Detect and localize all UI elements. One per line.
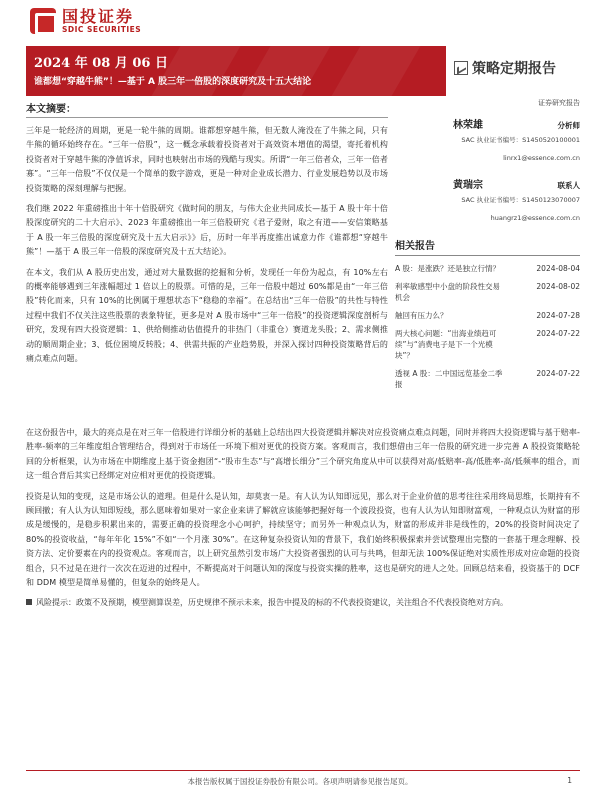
related-report-item[interactable] (395, 310, 580, 321)
related-report-item[interactable] (395, 281, 580, 303)
related-report-date: 2024-08-02 (536, 282, 580, 291)
logo-mark-icon (30, 8, 56, 34)
related-report-date: 2024-07-22 (536, 369, 580, 378)
analyst-role: 分析师 (557, 121, 580, 130)
related-report-item[interactable] (395, 263, 580, 274)
body-paragraph: 在这份报告中，最大的亮点是在对三年一倍股进行详细分析的基础上总结出四大投资逻辑并解决对应投资痛点难点问题，同时并将四大投资逻辑与基于赔率-胜率-频率的三年维度组合管理结合，得到对于市场任一环境下相对更优的投资方案。客观而言，我们想借由三年一倍股的研究进一步完善 A 股投资策略轮回的分析框架，认为市场在中期维度上基于资金抱团“-“股市生态”与“高增长细分”三个研究角度从中可以获得对高/低赔率-高/低胜率-高/低频率的组合，而这一组合背后其实已经绑定对应相对更优的投资逻辑。 (26, 428, 580, 481)
abstract-heading: 本文摘要： (26, 100, 388, 118)
report-date: 2024 年 08 月 06 日 (34, 56, 168, 71)
page-number: 1 (567, 776, 572, 785)
footer-divider (26, 770, 580, 771)
related-report-item[interactable] (395, 368, 580, 390)
report-abstract (26, 100, 388, 367)
risk-warning-text: 风险提示：政策不及预期，模型测算误差，历史规律不预示未来，报告中提及的标的不代表投资建议，关注组合不代表投资绝对方向。 (36, 598, 508, 608)
body-paragraph: 投资是认知的变现，这是市场公认的道理。但是什么是认知，却莫衷一是。有人认为认知即远见，那么对于企业价值的思考往往采用终局思维，长期持有不顾回撤；有人认为认知即短线，那么愿味着如果对一家企业来讲了解就应该能够把握好每一个波段投资，也有人认为认知即财富观，一种观点认为财富的形成是缓慢的，是稳步积累出来的，需要正确的投资理念小心呵护，持续坚守；而另外一种观点认为，财富的形成并非是线性的，20%的投资时间决定了 80%的投资收益，“每年年化 15%”不如“一个月涨 30%”。在这种复杂投资认知的背景下，我们始终积极探索并尝试整理出完整的一套基于理念理解、投资方法、定价要素在内的投资观点。客观而言，以上研究虽然引发市场广大投资者强烈的认可与共鸣，但却无法 100%保证绝对实质性形成对应命题的投资组合，只不过是在进行一次次在迈进的过程中，不断提高对于问题认知的深度与投资实操的胜率，这也是研究的进人之处。回顾总结来看，投资基于的 DCF 和 DDM 模型是简单易懂的，但复杂的始终是人。 (26, 491, 580, 588)
contact-email[interactable]: huangrz1@essence.com.cn (490, 214, 580, 222)
related-report-title: 利率敏感型中小盘的阶段性交易机会 (395, 282, 500, 302)
analyst-sac: SAC 执业证书编号：S1450520100001 (461, 136, 580, 144)
banner-background (26, 46, 446, 96)
related-reports (395, 237, 580, 390)
chart-icon (454, 61, 468, 75)
analyst-name: 林荣雄 (453, 120, 483, 131)
contact-name: 黄瑞宗 (453, 180, 483, 191)
footer-notice: 本报告版权属于国投证券股份有限公司。各项声明请参见报告尾页。 (187, 777, 413, 786)
bullet-square-icon (26, 599, 32, 605)
related-report-date: 2024-07-28 (536, 311, 580, 320)
logo-name-en: SDIC SECURITIES (62, 25, 142, 34)
contact-block (395, 176, 580, 222)
abstract-paragraph: 在本文，我们从 A 股历史出发，通过对大量数据的挖掘和分析，发现任一年份为起点，有 10%左右的概率能够遇到三年涨幅超过 1 倍以上的股票。可惜的是，三年一倍股中超过 60%都是由“一年三倍股”转化而来，只有 10%的比例属于理想状态下“稳稳的幸福”。在总结出“三年一倍股”的共性与特性过程中我们不仅关注这些股票的表象特征，更多是对 A 股市场中“三年一倍股”的投资逻辑深度剖析与研究，发现有四大投资逻辑：1、供给侧推动估值提升的非热门（非重仓）赛道龙头股；2、需求侧推动的顺周期企业；3、低位困境反转股；4、供需共振的产业趋势股，并深入探讨四种投资策略背后的痛点难点问题。 (26, 267, 388, 364)
related-report-title: 两大核心问题：“出海业绩趋可续”与“消费电子是下一个光模块”？ (395, 329, 497, 360)
securities-research-label: 证券研究报告 (538, 99, 580, 107)
analyst-block (395, 116, 580, 162)
risk-warning (26, 596, 580, 610)
report-banner (26, 46, 580, 96)
abstract-paragraph: 我们继 2022 年重磅推出十年十倍股研究《做时间的朋友，与伟大企业共同成长—基于 A 股十年十倍股深度研究的二十大启示》、2023 年重磅推出一年三倍股研究《君子爱财，取之有道——安信策略基于 A 股一年三倍股的深度研究及十五大启示》》后，历时一年半再度推出诚意力作《谁都想“穿越牛熊”！—基于 A 股三年一倍股的深度研究及十五大结论》。 (26, 204, 388, 257)
report-title: 谁都想“穿越牛熊”！—基于 A 股三年一倍股的深度研究及十五大结论 (34, 77, 312, 87)
report-type-label: 策略定期报告 (472, 61, 556, 77)
contact-sac: SAC 执业证书编号：S1450123070007 (461, 196, 580, 204)
analyst-panel (395, 96, 580, 222)
company-logo (30, 8, 141, 34)
report-type (454, 58, 556, 78)
contact-role: 联系人 (557, 181, 580, 190)
related-report-title: 触回有压力么？ (395, 311, 448, 320)
report-body-full (26, 420, 580, 611)
abstract-paragraph: 三年是一轮经济的周期，更是一轮牛熊的周期。谁都想穿越牛熊，但无数人淹没在了牛熊之间，只有牛熊的循环始终存在。“三年一倍股”，这一概念承载着投资者对于高效资本增值的渴望，寄托着机构投资者对于穿越牛熊的净值诉求，同时也映射出市场的残酷与现实。所谓“一年三倍者众，三年一倍者寡”。“三年一倍股”不仅仅是一个简单的数字游戏，更是一种对企业成长潜力、行业发展趋势以及市场投资策略的深刻理解与把握。 (26, 126, 388, 193)
logo-name-cn: 国投证券 (62, 7, 135, 26)
analyst-email[interactable]: linrx1@essence.com.cn (503, 154, 580, 162)
related-report-date: 2024-08-04 (536, 264, 580, 273)
related-report-date: 2024-07-22 (536, 329, 580, 338)
related-report-title: A 股：是涨跌？还是独立行情？ (395, 264, 501, 273)
related-reports-title: 相关报告 (395, 237, 580, 256)
related-report-item[interactable] (395, 328, 580, 361)
related-report-title: 透视 A 股：二中国远览基金二季报 (395, 369, 503, 389)
